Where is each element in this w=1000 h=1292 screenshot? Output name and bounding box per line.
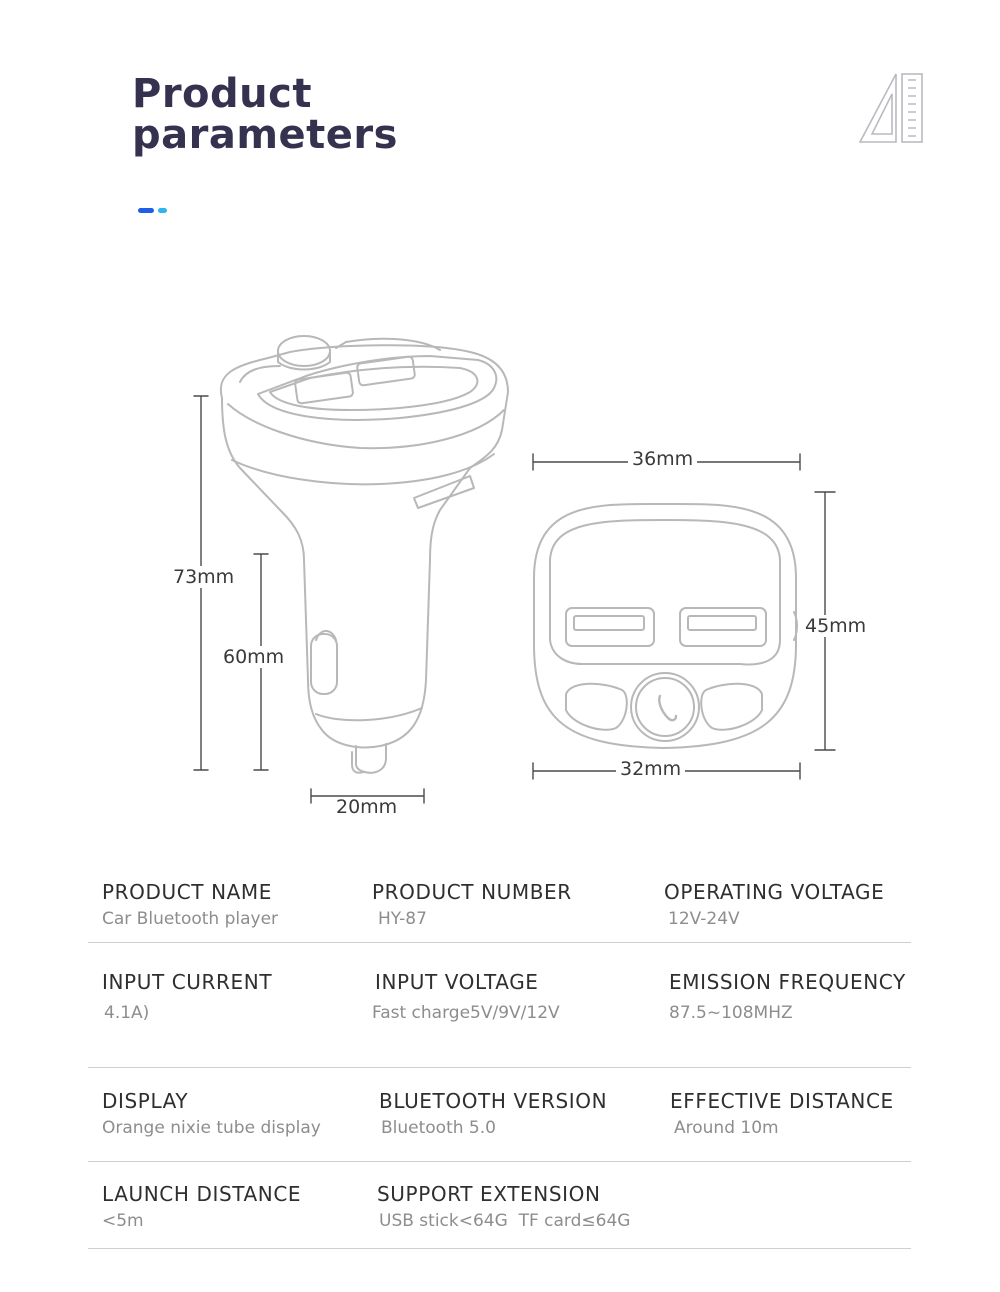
spec-label: SUPPORT EXTENSION — [377, 1182, 601, 1206]
spec-operating-voltage — [664, 880, 884, 929]
spec-value: USB stick<64G TF card≤64G — [379, 1211, 631, 1231]
spec-value: Around 10m — [674, 1118, 779, 1138]
spec-label: BLUETOOTH VERSION — [379, 1089, 608, 1113]
spec-product-name — [102, 880, 278, 929]
spec-label: OPERATING VOLTAGE — [664, 880, 885, 904]
page-title-line-2: parameters — [132, 112, 398, 158]
dim-bottom-width: 32mm — [616, 758, 685, 780]
spec-input-voltage — [372, 970, 560, 1023]
spec-label: INPUT CURRENT — [102, 970, 273, 994]
spec-value: Car Bluetooth player — [102, 909, 279, 929]
spec-value: 12V-24V — [668, 909, 740, 929]
spec-label: INPUT VOLTAGE — [375, 970, 539, 994]
spec-label: EFFECTIVE DISTANCE — [670, 1089, 894, 1113]
spec-label: DISPLAY — [102, 1089, 189, 1113]
spec-label: PRODUCT NAME — [102, 880, 273, 904]
spec-display — [102, 1089, 321, 1138]
spec-emission-frequency — [669, 970, 906, 1023]
page-title-line-1: Product — [132, 71, 312, 117]
spec-label: PRODUCT NUMBER — [372, 880, 572, 904]
spec-label: LAUNCH DISTANCE — [102, 1182, 302, 1206]
dim-tip-width: 20mm — [336, 796, 398, 818]
row-divider — [88, 942, 911, 943]
dim-top-width: 36mm — [628, 448, 697, 470]
spec-product-number — [372, 880, 572, 929]
spec-value: Bluetooth 5.0 — [381, 1118, 496, 1138]
charger-front-view — [534, 504, 797, 748]
row-divider — [88, 1248, 911, 1249]
dim-total-height: 73mm — [173, 566, 235, 588]
dimension-lines — [194, 396, 835, 803]
dim-body-height: 60mm — [223, 646, 285, 668]
spec-input-current — [102, 970, 272, 1023]
spec-value: <5m — [102, 1211, 144, 1231]
spec-value: 87.5~108MHZ — [669, 1003, 793, 1023]
spec-support-extension — [377, 1182, 630, 1231]
spec-value: Fast charge5V/9V/12V — [372, 1003, 560, 1023]
spec-label: EMISSION FREQUENCY — [669, 970, 906, 994]
spec-value: HY-87 — [378, 909, 427, 929]
row-divider — [88, 1161, 911, 1162]
row-divider — [88, 1067, 911, 1068]
spec-value: Orange nixie tube display — [102, 1118, 321, 1138]
spec-launch-distance — [102, 1182, 301, 1231]
spec-effective-distance — [670, 1089, 894, 1138]
spec-bluetooth-version — [379, 1089, 607, 1138]
dim-face-height: 45mm — [805, 615, 867, 637]
spec-value: 4.1A) — [104, 1003, 150, 1023]
